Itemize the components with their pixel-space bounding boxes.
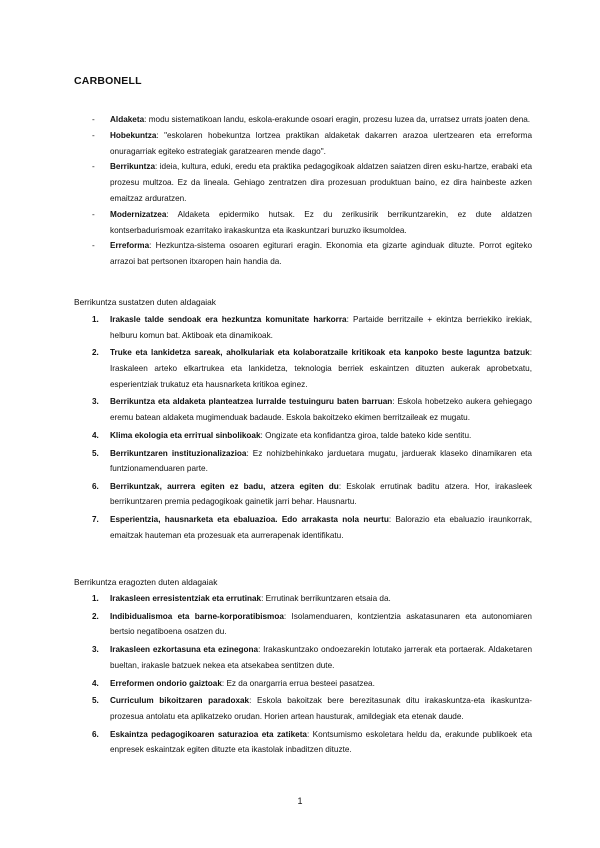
list-item: 4. Erreformen ondorio gaiztoak: Ez da onargarria errua besteei pasatzea.	[92, 678, 375, 688]
definitions-list	[92, 112, 532, 270]
promoters-list	[92, 312, 532, 546]
definition-term: Aldaketa	[110, 115, 145, 124]
list-item: 1. Irakasleen erresistentziak eta errutinak: Errutinak berrikuntzaren etsaia da.	[92, 594, 391, 603]
definition-text: : Aldaketa epidermiko hutsak. Ez du zerikusirik berrikuntzarekin, ez dute aldatzen kontserbadurismoak ezarritako irakaskuntza eta ikaskuntzari buruzko iksumoldea.	[110, 209, 532, 235]
definition-item: - Modernizatzea: Aldaketa epidermiko hutsak. Ez du zerikusirik berrikuntzarekin, ez dute aldatzen kontserbadurismoak ezarritako irakaskuntza eta ikaskuntzari buruzko iksumoldea.	[92, 209, 532, 235]
list-item: 1. Irakasle talde sendoak era hezkuntza komunitate harkorra: Partaide berritzaile + ekintza berriekiko irekiak, helburu komun bat. Aktiboak eta dinamikoak.	[92, 315, 532, 340]
section-title-promoters: Berrikuntza sustatzen duten aldagaiak	[74, 297, 216, 307]
list-item: 2. Indibidualismoa eta barne-korporatibismoa: Isolamenduaren, kontzientzia askatasunaren eta autonomiaren bertsio negatiboena osatzen du.	[92, 611, 532, 637]
definition-text: : ideia, kultura, eduki, eredu eta praktika pedagogikoak aldatzen saiatzen diren esku-hartze, erabaki eta prozesu multzoa. Ez da lineala. Gehiago zentratzen dira prozesuan produktuan baino, ez dira hainbeste azken emaitzaz arduratzen.	[110, 162, 532, 203]
list-item: 5. Curriculum bikoitzaren paradoxak: Eskola bakoitzak bere berezitasunak ditu irakaskuntza-eta ikaskuntza-prozesua antolatu eta aplikatzeko orudan. Horien artean hausturak, amildegiak eta etenak daude.	[92, 696, 532, 721]
definition-item: - Erreforma: Hezkuntza-sistema osoaren egiturari eragin. Ekonomia eta gizarte aginduak dituzte. Porrot egiteko arrazoi bat pertsonen itxaropen hain handia da.	[92, 241, 532, 267]
document-title: CARBONELL	[74, 75, 142, 87]
list-item: 4. Klima ekologia eta errітual sinbolikoak: Ongizate eta konfidantza giroa, talde bateko kide sentitu.	[92, 430, 472, 440]
definition-term: Modernizatzea	[110, 209, 167, 219]
definition-term: Berrikuntza	[110, 162, 156, 172]
definition-item: - Hobekuntza: "eskolaren hobekuntza lortzea praktikan aldaketak dakarren arazoa ulertzearen eta erreforma onuragarriak egiteko estrategiak garatzearen mende dago".	[92, 130, 532, 156]
definition-text: : Hezkuntza-sistema osoaren egiturari eragin. Ekonomia eta gizarte aginduak dituzte. Porrot egiteko arrazoi bat pertsonen itxaropen hain handia da.	[110, 241, 532, 267]
list-item: 3. Berrikuntza eta aldaketa planteatzea lurralde testuinguru baten barruan: Eskola hobetzeko aukera gehiegago eremu batean aldaketa mugimenduak badaude. Eskola bakoitzeko ekimen berritzaileak ez mugatu.	[92, 397, 532, 422]
list-item: 6. Eskaintza pedagogikoaren saturazioa eta zatiketa: Kontsumismo eskoletara heldu da, erakunde publikoek eta enpresek eskaintzak egiten dituzte eta ikastolak inbaditzen dituzte.	[92, 729, 532, 755]
list-item: 5. Berrikuntzaren instituzionalizazioa: Ez nohizbehinkako jarduetara mugatu, jarduerak klaseko dinamikaren eta funtzionamenduaren parte.	[92, 448, 532, 474]
list-item: 7. Esperientzia, hausnarketa eta ebaluazioa. Edo arrakasta nola neurtu: Balorazio eta ebaluazio iraunkorrak, emaitzak hauteman eta prozesuak eta aurrerapenak identifikatu.	[92, 515, 532, 540]
section-title-obstacles: Berrikuntza eragozten duten aldagaiak	[74, 577, 218, 587]
obstacles-list	[92, 591, 532, 760]
definition-text: : "eskolaren hobekuntza lortzea praktikan aldaketak dakarren arazoa ulertzearen eta erreforma onuragarriak egiteko estrategiak garatzearen mende dago".	[110, 130, 532, 156]
definition-term: Erreforma	[110, 241, 150, 251]
definition-item: - Aldaketa: modu sistematikoan landu, eskola-erakunde osoari eragin, prozesu luzea da, urratsez urrats joaten dena.	[92, 115, 531, 124]
list-item: 6. Berrikuntzak, aurrera egiten ez badu, atzera egiten du: Eskolak errutinak baditu atzera. Hor, irakasleek berrikuntzaren premia pedagogikoak gainetik jarri behar. Hausnartu.	[92, 481, 532, 507]
list-item: 3. Irakasleen ezkortasuna eta ezinegona: Irakaskuntzako ondoezarekin lotutako jarrerak eta portaerak. Aldaketaren bueltan, irakasle batzuek nekea eta atsekabea sentitzen dute.	[92, 645, 533, 670]
definition-item: - Berrikuntza: ideia, kultura, eduki, eredu eta praktika pedagogikoak aldatzen saiatzen diren esku-hartze, erabaki eta prozesu multzoa. Ez da lineala. Gehiago zentratzen dira prozesuan produktuan baino, ez dira hainbeste azken emaitzaz arduratzen.	[92, 162, 532, 203]
list-item: 2. Truke eta lankidetza sareak, aholkulariak eta kolaboratzaile kritikoak eta kanpoko beste laguntza batzuk: Iraskaleen arteko elkartrukea eta lankidetza, teknologia berriek eskaintzen dituzten aukerak aprobetxatu, esperientziak trukatuz eta hausnarketa kritikoa eginez.	[92, 348, 532, 389]
definition-term: Hobekuntza	[110, 130, 157, 140]
page-number: 1	[297, 796, 303, 806]
definition-text: : modu sistematikoan landu, eskola-erakunde osoari eragin, prozesu luzea da, urratsez urrats joaten dena.	[144, 115, 531, 124]
